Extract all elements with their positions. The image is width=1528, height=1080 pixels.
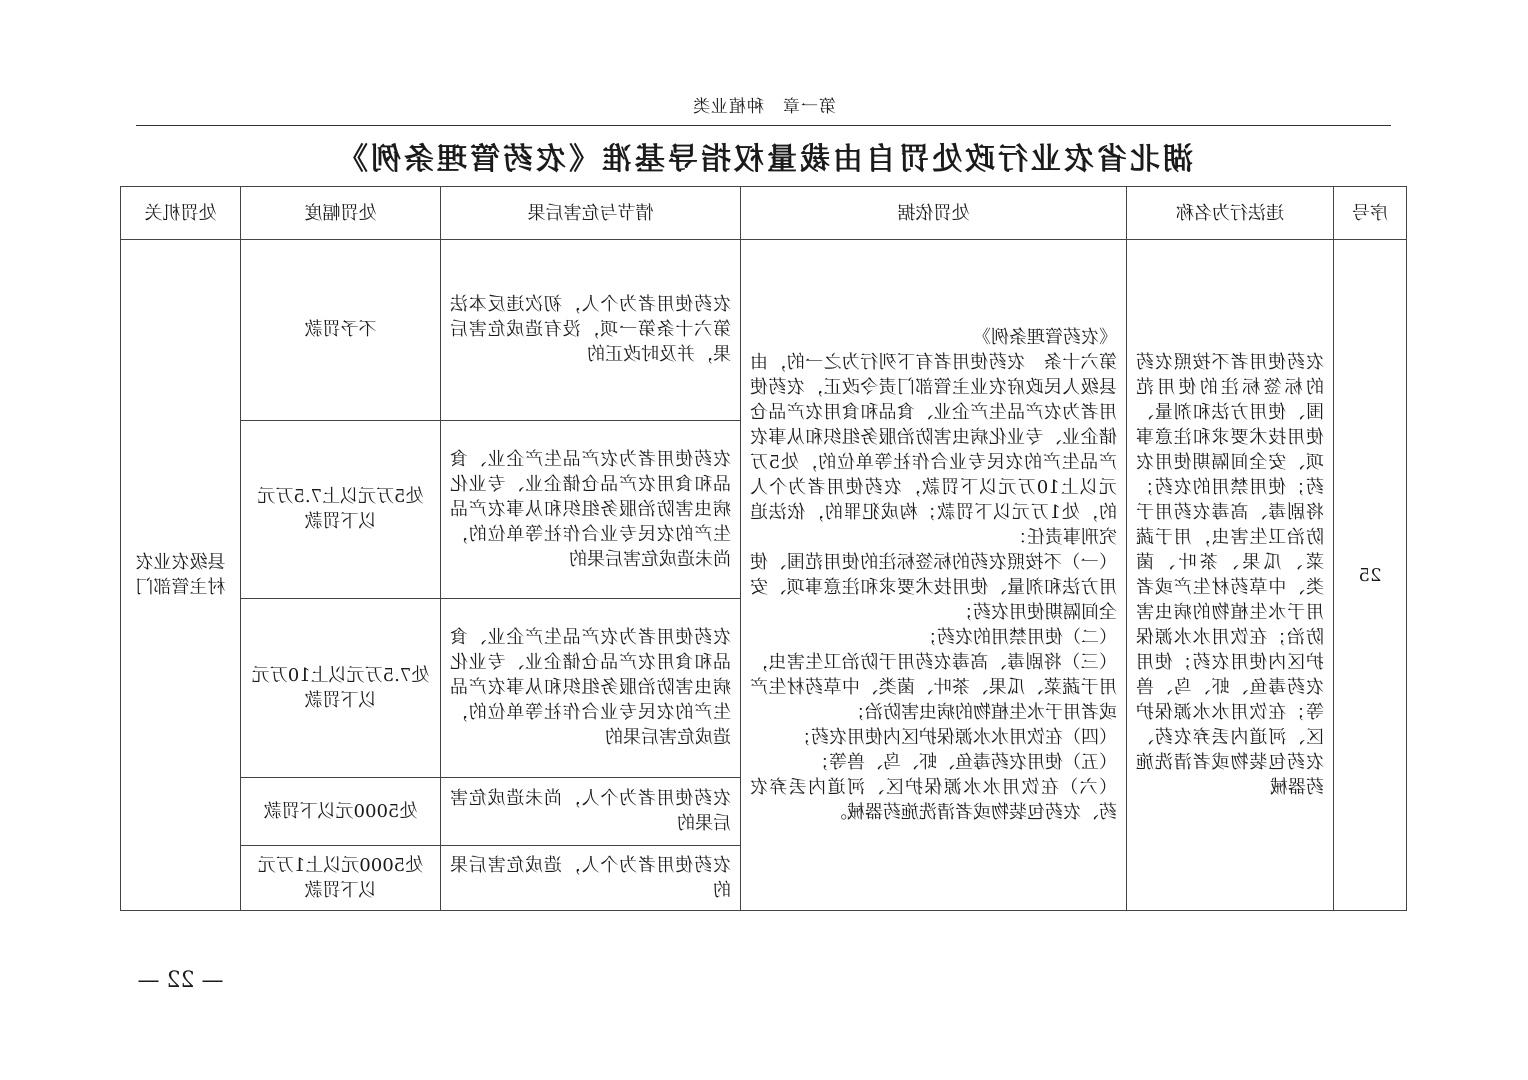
basis-item-3: （三）将剧毒、高毒农药用于防治卫生害虫，用于蔬菜、瓜果、茶叶、菌类、中草药材生产或者用于水生植物的病虫害防治； <box>750 652 1117 723</box>
column-header-penalty: 处罚幅度 <box>241 187 441 240</box>
column-header-number: 序号 <box>1334 187 1407 240</box>
page-number: — 22 — <box>137 968 224 993</box>
basis-item-2: （二）使用禁用的农药； <box>919 627 1117 648</box>
penalty-table <box>120 186 1407 911</box>
table-header-row <box>121 187 1407 240</box>
tier-2-penalty: 处5万元以上7.5万元以下罚款 <box>241 420 441 599</box>
tier-5-circumstances: 农药使用者为个人，造成危害后果的 <box>441 845 741 910</box>
penalty-basis <box>741 240 1127 911</box>
basis-item-6: （六）在饮用水水源保护区、河道内丢弃农药、农药包装物或者清洗施药器械。 <box>750 777 1117 823</box>
tier-3-circumstances: 农药使用者为农产品生产企业、食品和食用农产品仓储企业、专业化病虫害防治服务组织和从事农产品生产的农民专业合作社等单位的，造成危害后果的 <box>441 599 741 778</box>
tier-3-penalty: 处7.5万元以上10万元以下罚款 <box>241 599 441 778</box>
entry-number: 25 <box>1334 240 1407 911</box>
document-title: 湖北省农业行政处罚自由裁量权指导基准《农药管理条例》 <box>335 142 1193 177</box>
basis-article: 第六十条 农药使用者有下列行为之一的，由县级人民政府农业主管部门责令改正，农药使用者为农产品生产企业、食品和食用农产品仓储企业、专业化病虫害防治服务组织和从事农产品生产的农民专业合作社等单位的，处5万元以上10万元以下罚款，农药使用者为个人的，处1万元以下罚款；构成犯罪的，依法追究刑事责任： <box>750 352 1117 548</box>
column-header-basis: 处罚依据 <box>741 187 1127 240</box>
tier-4-penalty: 处5000元以下罚款 <box>241 777 441 845</box>
basis-item-4: （四）在饮用水水源保护区内使用农药； <box>793 727 1117 748</box>
running-header: 第一章 种植业类 <box>692 97 836 117</box>
column-header-authority: 处罚机关 <box>121 187 241 240</box>
basis-item-5: （五）使用农药毒鱼、虾、鸟、兽等； <box>811 752 1117 773</box>
penalty-authority: 县级农业农村主管部门 <box>121 240 241 911</box>
violation-name: 农药使用者不按照农药的标签标注的使用范围、使用方法和剂量、使用技术要求和注意事项、安全间隔期使用农药；使用禁用的农药；将剧毒、高毒农药用于防治卫生害虫，用于蔬菜、瓜果、茶叶、菌类、中草药材生产或者用于水生植物的病虫害防治；在饮用水水源保护区内使用农药；使用农药毒鱼、虾、鸟、兽等；在饮用水水源保护区、河道内丢弃农药、农药包装物或者清洗施药器械 <box>1127 240 1334 911</box>
basis-item-1: （一）不按照农药的标签标注的使用范围、使用方法和剂量、使用技术要求和注意事项、安全间隔期使用农药； <box>750 552 1117 623</box>
column-header-circumstances: 情节与危害后果 <box>441 187 741 240</box>
column-header-violation: 违法行为名称 <box>1127 187 1334 240</box>
tier-1-circumstances: 农药使用者为个人，初次违反本法第六十条第一项，没有造成危害后果，并及时改正的 <box>441 240 741 421</box>
tier-1-penalty: 不予罚款 <box>241 240 441 421</box>
tier-5-penalty: 处5000元以上1万元以下罚款 <box>241 845 441 910</box>
tier-2-circumstances: 农药使用者为农产品生产企业、食品和食用农产品仓储企业、专业化病虫害防治服务组织和从事农产品生产的农民专业合作社等单位的，尚未造成危害后果的 <box>441 420 741 599</box>
basis-law-name: 《农药管理条例》 <box>973 327 1117 348</box>
header-rule <box>136 125 1391 126</box>
tier-4-circumstances: 农药使用者为个人，尚未造成危害后果的 <box>441 777 741 845</box>
table-row <box>121 240 1407 421</box>
